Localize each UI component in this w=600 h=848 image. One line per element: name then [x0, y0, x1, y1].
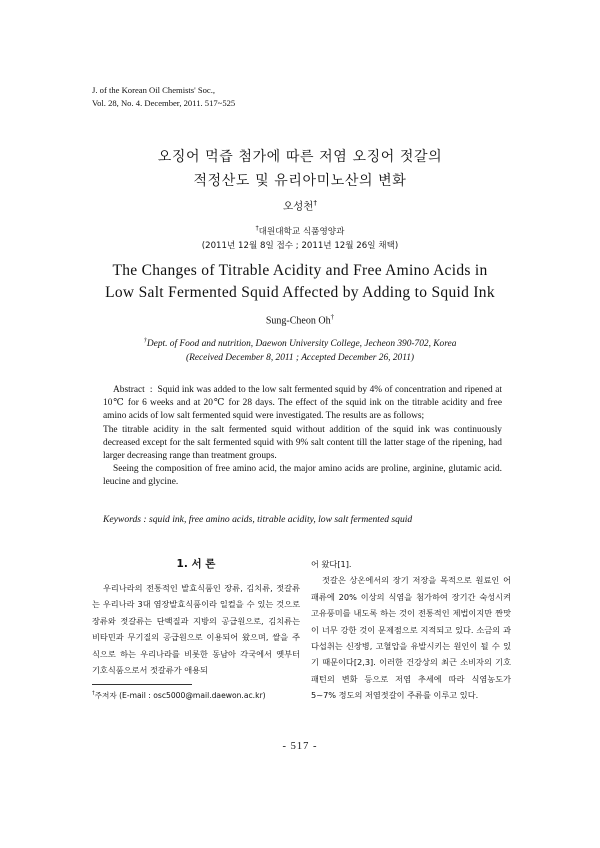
english-title-line1: The Changes of Titrable Acidity and Free Amino Acids in — [112, 262, 488, 279]
journal-volume: Vol. 28, No. 4. December, 2011. 517~525 — [92, 98, 236, 108]
english-affiliation-name: Dept. of Food and nutrition, Daewon University College, Jecheon 390-702, Korea — [146, 339, 457, 350]
abstract-p3: Seeing the composition of free amino acid, the major amino acids are proline, arginine, glutamic acid. leucine and glycine. — [103, 464, 502, 488]
footnote-divider — [92, 684, 192, 685]
korean-title-line2: 적정산도 및 유리아미노산의 변화 — [193, 173, 407, 189]
right-column — [311, 556, 511, 704]
abstract: Abstract : Squid ink was added to the low salt fermented squid by 4% of concentration and ripened at 10℃ for 6 weeks and at 20℃ for 28 days. The effect of the squid ink on the titrable acidity and free amino acids of low salt fermented squid were investigated. The results are as follows; The titrable acidity in the salt fermented squid without addition of the squid ink was continuously decreased except for the salt fermented squid with 9% salt content till the latter stage of the ripening, had larger decreasing range than treatment groups. Seeing the composition of free amino acid, the major amino acids are proline, arginine, glutamic acid. leucine and glycine. — [103, 384, 502, 490]
abstract-p1: Squid ink was added to the low salt fermented squid by 4% of concentration and ripened at 10℃ for 6 weeks and at 20℃ for 28 days. The effect of the squid ink on the titrable acidity and free amino acids of low salt fermented squid were investigated. The results are as follows; — [103, 385, 502, 422]
dagger-mark: † — [143, 337, 147, 344]
dagger-mark: † — [313, 198, 318, 207]
keywords: Keywords : squid ink, free amino acids, titrable acidity, low salt fermented squid — [103, 514, 413, 525]
left-column — [92, 580, 300, 678]
journal-name: J. of the Korean Oil Chemists' Soc., — [92, 85, 216, 95]
footnote — [92, 690, 266, 701]
dagger-mark: † — [92, 690, 95, 697]
korean-affiliation — [0, 222, 600, 253]
korean-author-name: 오성천 — [282, 200, 314, 213]
section-heading: 1. 서 론 — [176, 558, 216, 570]
footnote-text: 주저자 (E-mail : osc5000@mail.daewon.ac.kr) — [94, 691, 266, 700]
dagger-mark: † — [255, 225, 259, 232]
english-author — [0, 313, 600, 326]
keywords-text: squid ink, free amino acids, titrable acidity, low salt fermented squid — [149, 514, 413, 525]
korean-author — [0, 198, 600, 214]
english-dates: (Received December 8, 2011 ; Accepted December 26, 2011) — [185, 353, 415, 364]
keywords-label: Keywords — [103, 514, 142, 525]
intro-continuation: 어 왔다[1]. — [311, 559, 352, 569]
korean-title-line1: 오징어 먹즙 첨가에 따른 저염 오징어 젓갈의 — [157, 149, 443, 165]
english-title — [0, 260, 600, 304]
korean-affiliation-name: 대원대학교 식품영양과 — [258, 226, 345, 237]
intro-paragraph-2: 젓갈은 상온에서의 장기 저장을 목적으로 원료인 어패류에 20% 이상의 식염을 첨가하여 장기간 숙성시켜 고유풍미를 내도록 하는 것이 전통적인 제법이지만 짠맛이 너무 강한 것이 문제점으로 지적되고 있다. 소금의 과다섭취는 신장병, 고혈압을 유발시키는 원인이 될 수 있기 때문이다[2,3]. 이러한 건강상의 최근 소비자의 기호 패턴의 변화 등으로 저염 추세에 따라 식염농도가 5~7% 정도의 저염젓갈이 주류를 이루고 있다. — [311, 575, 511, 701]
english-affiliation — [0, 334, 600, 365]
english-author-name: Sung-Cheon Oh — [265, 315, 331, 327]
abstract-p2: The titrable acidity in the salt fermented squid without addition of the squid ink was continuously decreased except for the salt fermented squid with 9% salt content till the latter stage of the ripening, had larger decreasing range than treatment groups. — [103, 424, 502, 462]
intro-paragraph-1: 우리나라의 전통적인 발효식품인 장류, 김치류, 젓갈류는 우리나라 3대 염장발효식품이라 일컬을 수 있는 것으로 장류와 젓갈류는 단백질과 지방의 공급원으로, 김치류는 비타민과 무기질의 공급원으로 이용되어 왔으며, 쌀을 주식으로 하는 우리나라를 비롯한 동남아 각국에서 옛부터 기호식품으로서 젓갈류가 애용되 — [92, 583, 300, 676]
dagger-mark: † — [330, 313, 335, 321]
journal-citation — [92, 84, 235, 110]
korean-dates: (2011년 12월 8일 접수 ; 2011년 12월 26일 채택) — [201, 240, 399, 251]
korean-title — [0, 145, 600, 193]
abstract-label: Abstract — [113, 385, 145, 395]
english-title-line2: Low Salt Fermented Squid Affected by Adding to Squid Ink — [105, 284, 495, 301]
page-number: - 517 - — [282, 741, 318, 752]
